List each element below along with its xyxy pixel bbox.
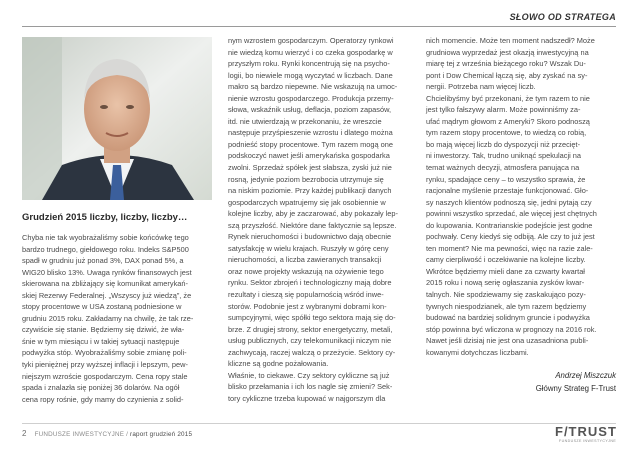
report-name: raport grudzień 2015 <box>130 431 193 438</box>
article-column-3: nich momencie. Może ten moment nadszedł? Może grudniowa wyprzedaż jest okazją inwestycyjną na miarę tej z września bieżącego roku? Wszak Du- pont i Dow Chemical łączą się, aby zyskać na sy- nergii. Potrzeba nam więcej liczb. Chcielibyśmy być przekonani, że tym razem to nie jest tylko fałszywy alarm. Może powinniśmy za- ufać mądrym głowom z Ameryki? Skoro podnoszą tym razem stopy procentowe, to wiedzą co robią, bo mają więcej liczb do dyspozycji niż przecięt- ni inwestorzy. Tak, trudno uniknąć spekulacji na temat ważnych decyzji, atmosfera panująca na rynku, spadające ceny – to wszystko sprawia, że racjonalne myślenie przestaje funkcjonować. Gło- sy naszych klientów podnoszą się, jedni pytają czy powinni wszystko sprzedać, ale więcej jest chętnych do kupowania. Kontrarianskie podejście jest godne pochwały. Ceny kiedyś się odbiją. Ale czy to już jest ten moment? Nie ma pewności, więc na razie zale- camy cierpliwość i oczekiwanie na kolejne liczby. Wkrótce będziemy mieli dane za czwarty kwartał 2015 roku i nową serię ogłaszania zysków kwar- talnych. Nie spodziewamy się zaskakująco pozy- tywnych niespodzianek, ale tym razem będziemy budować na bardziej solidnym gruncie i podwyżka stóp powinna być wliczona w prognozy na 2016 rok. Nawet jeśli dzisiaj nie jest ona uzasadniona publi- kowanymi dotychczas liczbami. <box>426 36 597 357</box>
footer-separator: / <box>126 431 129 438</box>
footer <box>22 429 192 438</box>
footer-rule <box>22 423 616 424</box>
page-number: 2 <box>22 429 27 438</box>
header-rule <box>22 26 616 27</box>
author-name: Andrzej Miszczuk <box>555 371 616 380</box>
portrait-image <box>22 37 212 200</box>
author-photo <box>22 37 212 200</box>
article-title: Grudzień 2015 liczby, liczby, liczby… <box>22 212 188 223</box>
logo-tagline: FUNDUSZE INWESTYCYJNE <box>559 439 617 443</box>
article-column-1: Chyba nie tak wyobrażaliśmy sobie końcówkę tego bardzo trudnego, giełdowego roku. Indeks S&P500 spadł w grudniu już ponad 3%, DAX ponad 5%, a WIG20 blisko 13%. Uwaga rynków finansowych jest skierowana na zbliżający się komunikat amerykań- skiej Rezerwy Federalnej. „Wszyscy już wiedzą”, że stopy procentowe w USA zostaną podniesione w grudniu 2015 roku. Zakładamy na chwilę, że tak rze- czywiście się stanie. Będziemy się dziwić, że wła- śnie w tym miesiącu i w takiej sytuacji następuje podwyżka stóp. Wyobrażaliśmy sobie zmianę poli- tyki pieniężnej przy wyższej inflacji i lepszym, pew- niejszym wzroście gospodarczym. Cena ropy stale spada i znalazła się poniżej 36 dolarów. Na ogół cena ropy rośnie, gdy mamy do czynienia z solid- <box>22 233 194 404</box>
publication-name: FUNDUSZE INWESTYCYJNE <box>34 431 125 438</box>
ftrust-logo <box>555 424 617 446</box>
logo-wordmark: F/TRUST <box>555 424 617 439</box>
section-title: SŁOWO OD STRATEGA <box>509 12 616 22</box>
article-column-2: nym wzrostem gospodarczym. Operatorzy rynkowi nie wiedzą komu wierzyć i co czeka gospodarkę w przyszłym roku. Rynki koncentrują się na psycho- logii, bo niewiele mogą wyczytać w liczbach. Dane makro są bardzo niepewne. Nie wskazują na umoc- nienie wzrostu gospodarczego. Produkcja przemy- słowa, wskaźnik usług, deflacja, poziom zapasów, itd. nie utwierdzają w przekonaniu, że wreszcie następuje przyśpieszenie wzrostu i dlatego można podnieść stopy procentowe. Tym razem mogą one podskoczyć nawet jeśli amerykańska gospodarka zwolni. Sprzedaż spółek jest słabsza, zyski już nie rosną, jedynie poziom bezrobocia utrzymuje się na niskim poziomie. Przy każdej publikacji danych gospodarczych wpatrujemy się jak osobiennie w kolejne liczby, aby je zaczarować, aby pokazały lep- szą przyszłość. Niektóre dane faktycznie są lepsze. Rynek nieruchomości i budownictwo dają obecnie satysfakcję w wielu krajach. Ruszyły w górę ceny nieruchomości, a liczba zawieranych transakcji oraz nowe projekty wskazują na ożywienie tego rynku. Sektor zbrojeń i technologiczny mają dobre rezultaty i cieszą się popularnością wśród inwe- storów. Podobnie jest z wybranymi dobrami kon- sumpcyjnymi, więc spółki tego sektora mają się do- brze. Z drugiej strony, sektor energetyczny, metali, usług publicznych, czy telekomunikacji niczym nie zachwycają, raczej walczą o przeżycie. Sektory cy- kliczne są godne pożałowania. Właśnie, to ciekawe. Czy sektory cykliczne są już blisko przełamania i ich los nagle się zmieni? Sek- tory cykliczne trzeba kupować w najgorszym dla <box>228 36 398 403</box>
author-role: Główny Strateg F-Trust <box>535 384 616 393</box>
